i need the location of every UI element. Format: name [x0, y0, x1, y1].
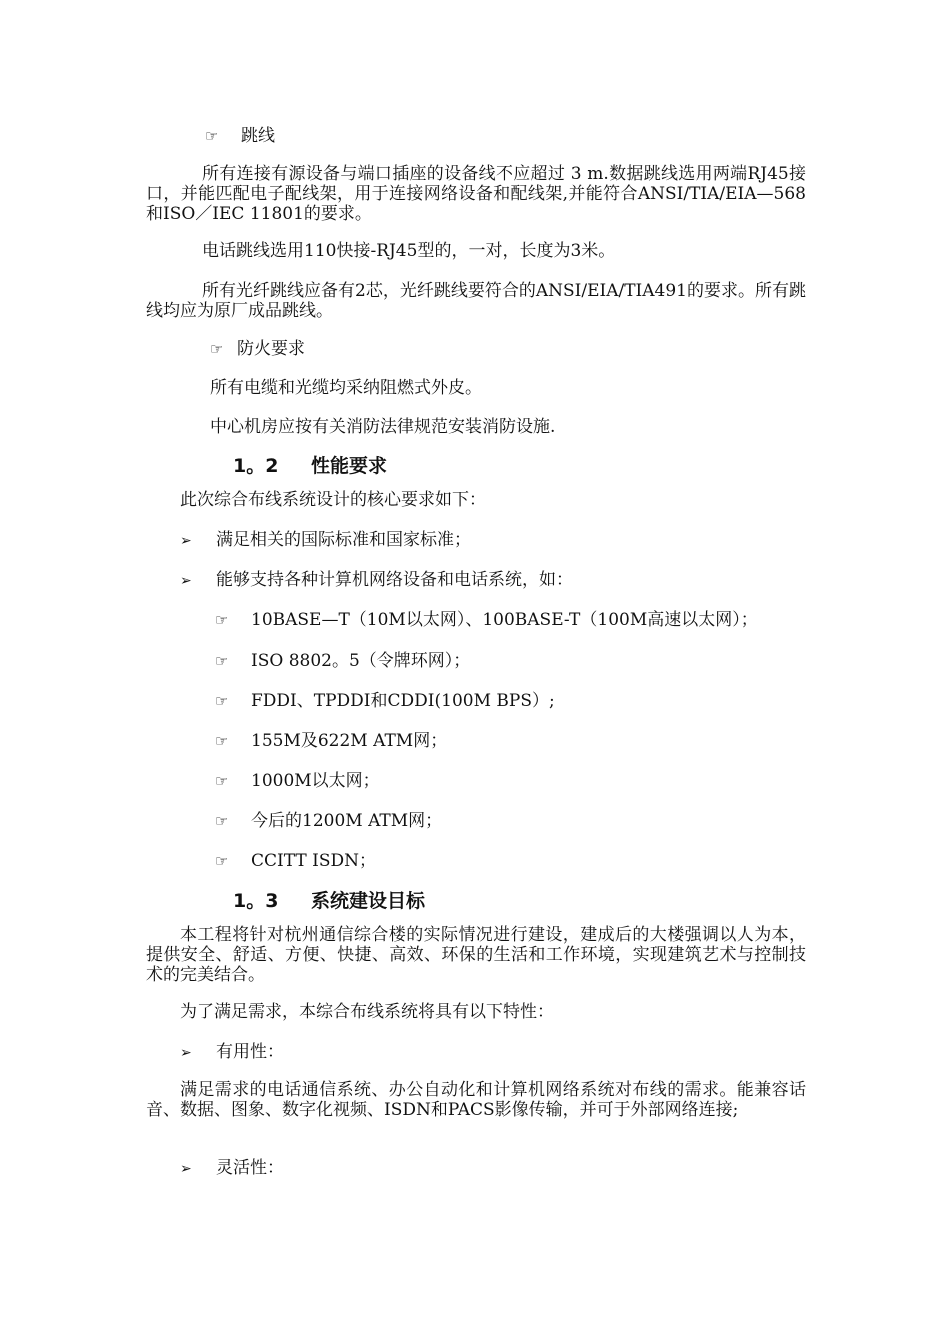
- arrow-bullet-icon: ➢: [180, 1161, 192, 1177]
- section-1-3-paragraph-2: 为了满足需求，本综合布线系统将具有以下特性：: [180, 1002, 554, 1022]
- list-item: ☞ 今后的1200M ATM网；: [215, 811, 443, 831]
- list-item: ☞ 10BASE—T（10M以太网）、100BASE-T（100M高速以太网）；: [215, 610, 758, 630]
- list-item: ☞ FDDI、TPDDI和CDDI(100M BPS）;: [215, 691, 555, 711]
- jumper-heading: ☞ 跳线: [205, 126, 275, 146]
- jumper-paragraph-1: 所有连接有源设备与端口插座的设备线不应超过 3 m.数据跳线选用两端RJ45接口，并能匹配电子配线架，用于连接网络设备和配线架,并能符合ANSI/TIA/EIA—568和ISO／IEC 11801的要求。: [146, 164, 806, 224]
- pointing-hand-icon: ☞: [215, 812, 229, 830]
- section-1-2-intro: 此次综合布线系统设计的核心要求如下：: [180, 490, 486, 510]
- arrow-bullet-icon: ➢: [180, 573, 192, 589]
- pointing-hand-icon: ☞: [210, 340, 224, 358]
- fire-paragraph-2: 中心机房应按有关消防法律规范安装消防设施.: [210, 417, 556, 437]
- arrow-bullet-icon: ➢: [180, 1045, 192, 1061]
- pointing-hand-icon: ☞: [205, 127, 219, 145]
- section-heading-1-2: 1。2 性能要求: [233, 455, 388, 477]
- pointing-hand-icon: ☞: [215, 852, 229, 870]
- list-item: ☞ CCITT ISDN；: [215, 851, 376, 871]
- jumper-paragraph-2: 电话跳线选用110快接-RJ45型的，一对，长度为3米。: [202, 241, 616, 261]
- list-item: ☞ ISO 8802。5（令牌环网）；: [215, 651, 471, 671]
- pointing-hand-icon: ☞: [215, 732, 229, 750]
- list-item: ➢ 有用性：: [180, 1042, 284, 1062]
- pointing-hand-icon: ☞: [215, 611, 229, 629]
- arrow-bullet-icon: ➢: [180, 533, 192, 549]
- pointing-hand-icon: ☞: [215, 772, 229, 790]
- list-item: ☞ 155M及622M ATM网；: [215, 731, 448, 751]
- list-item: ➢ 灵活性：: [180, 1158, 284, 1178]
- list-item: ➢ 满足相关的国际标准和国家标准；: [180, 530, 471, 550]
- list-item: ➢ 能够支持各种计算机网络设备和电话系统，如：: [180, 570, 573, 590]
- pointing-hand-icon: ☞: [215, 652, 229, 670]
- feature-1-description: 满足需求的电话通信系统、办公自动化和计算机网络系统对布线的需求。能兼容话音、数据、图象、数字化视频、ISDN和PACS影像传输，并可于外部网络连接;: [146, 1080, 806, 1120]
- pointing-hand-icon: ☞: [215, 692, 229, 710]
- list-item: ☞ 1000M以太网；: [215, 771, 380, 791]
- fire-heading: ☞ 防火要求: [210, 339, 305, 359]
- jumper-paragraph-3: 所有光纤跳线应备有2芯，光纤跳线要符合的ANSI/EIA/TIA491的要求。所有跳线均应为原厂成品跳线。: [146, 281, 806, 321]
- section-1-3-paragraph-1: 本工程将针对杭州通信综合楼的实际情况进行建设，建成后的大楼强调以人为本，提供安全、舒适、方便、快捷、高效、环保的生活和工作环境，实现建筑艺术与控制技术的完美结合。: [146, 925, 806, 985]
- fire-paragraph-1: 所有电缆和光缆均采纳阻燃式外皮。: [210, 378, 482, 398]
- section-heading-1-3: 1。3 系统建设目标: [233, 890, 426, 912]
